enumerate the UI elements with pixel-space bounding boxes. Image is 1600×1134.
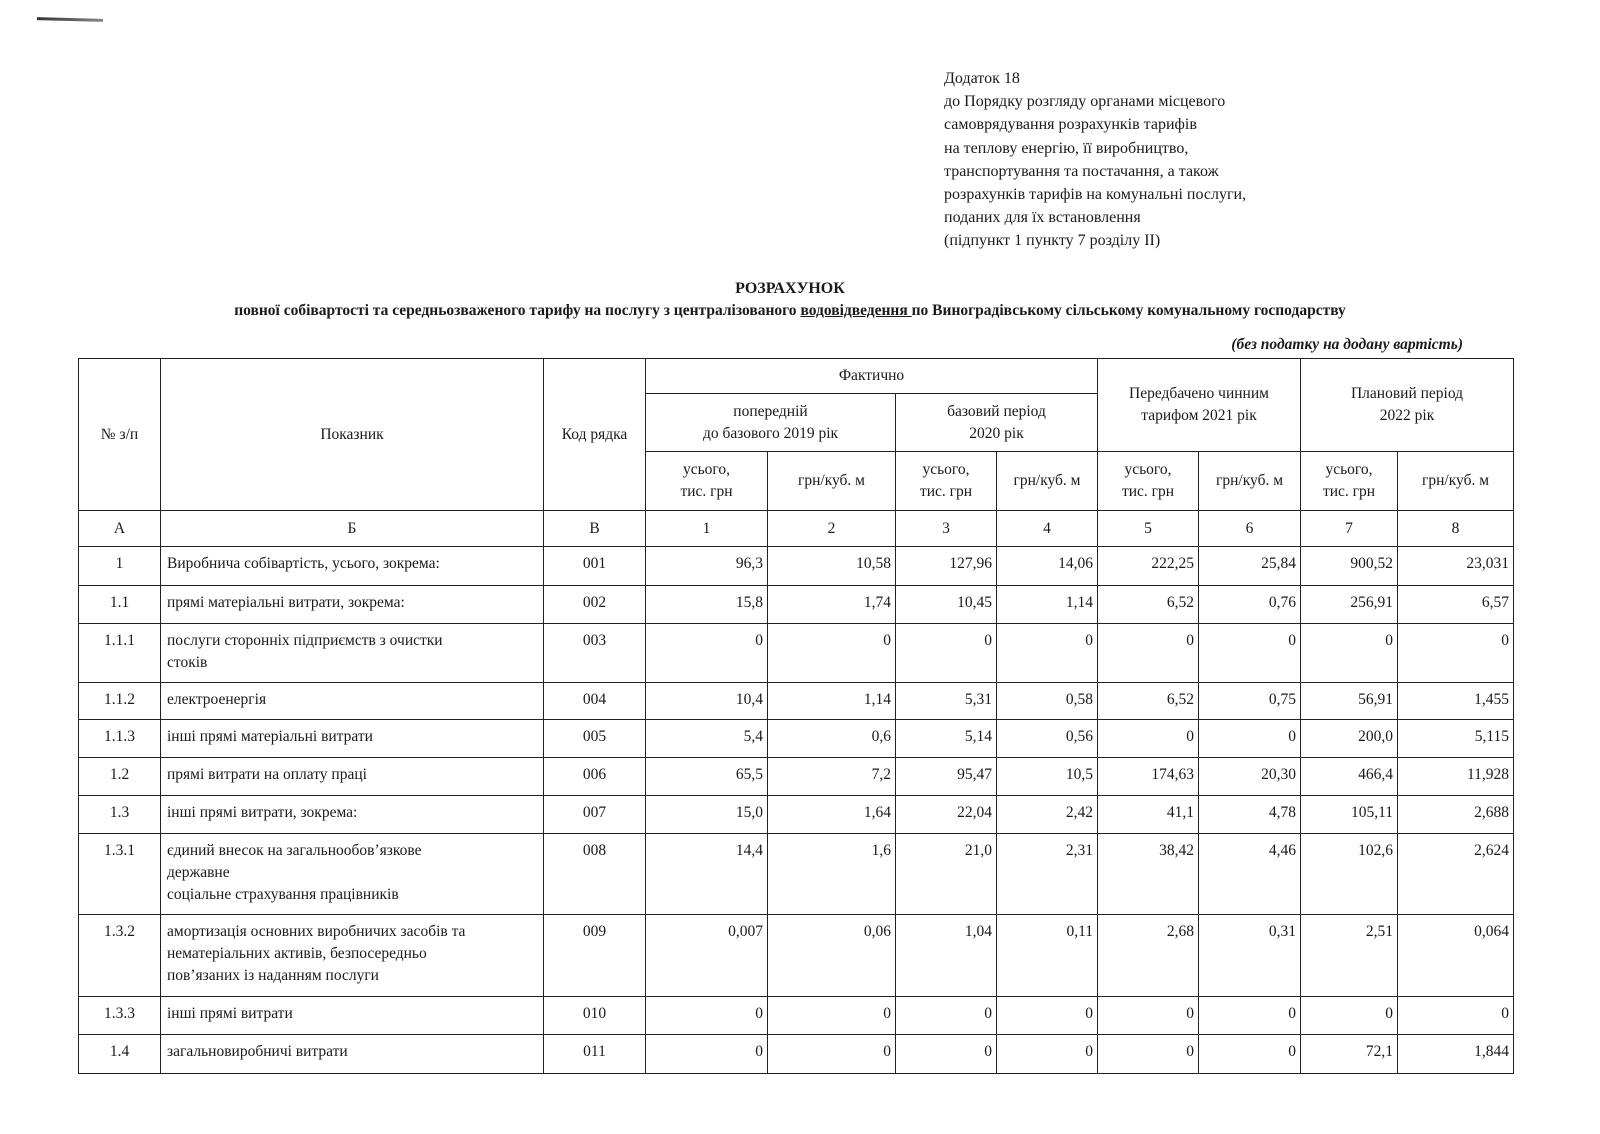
value-cell: 222,25: [1098, 547, 1199, 586]
value-cell: 38,42: [1098, 834, 1199, 915]
header-num: № з/п: [79, 359, 161, 511]
value-cell: 0: [1098, 997, 1199, 1035]
header-uah-per-m3: грн/куб. м: [1398, 452, 1514, 511]
annex-line: транспортування та постачання, а також: [944, 162, 1219, 180]
row-number: 1.3: [79, 796, 161, 834]
header-base-period: [896, 394, 1098, 452]
value-cell: 7,2: [768, 758, 896, 796]
value-cell: 10,45: [896, 586, 997, 624]
header-line: тарифом 2021 рік: [1141, 407, 1257, 424]
indicator-line: електроенергія: [167, 691, 267, 708]
row-indicator: [161, 834, 544, 915]
value-cell: 1,844: [1398, 1035, 1514, 1074]
row-indicator: [161, 547, 544, 586]
row-number: 1.1.1: [79, 624, 161, 683]
indicator-line: інші прямі витрати: [167, 1005, 293, 1022]
row-indicator: [161, 624, 544, 683]
value-cell: 15,8: [646, 586, 768, 624]
row-code: 010: [544, 997, 646, 1035]
header-line: усього,: [1325, 461, 1373, 478]
column-index-cell: 6: [1199, 511, 1301, 547]
value-cell: 0: [768, 1035, 896, 1074]
value-cell: 0,31: [1199, 915, 1301, 997]
value-cell: 0: [1199, 624, 1301, 683]
header-total-thousand-uah: [1301, 452, 1398, 511]
annex-line: розрахунків тарифів на комунальні послуги,: [944, 186, 1247, 204]
value-cell: 1,14: [997, 586, 1098, 624]
row-indicator: [161, 683, 544, 720]
value-cell: 0: [1098, 1035, 1199, 1074]
value-cell: 1,64: [768, 796, 896, 834]
annex-line: самоврядування розрахунків тарифів: [944, 116, 1197, 134]
value-cell: 56,91: [1301, 683, 1398, 720]
indicator-line: інші прямі витрати, зокрема:: [167, 804, 358, 821]
value-cell: 0: [646, 1035, 768, 1074]
value-cell: 0: [768, 624, 896, 683]
row-indicator: [161, 720, 544, 758]
table-row: [79, 915, 1514, 997]
table-row: [79, 796, 1514, 834]
value-cell: 1,74: [768, 586, 896, 624]
row-code: 007: [544, 796, 646, 834]
row-number: 1.1.2: [79, 683, 161, 720]
value-cell: 5,4: [646, 720, 768, 758]
value-cell: 0,06: [768, 915, 896, 997]
annex-line: поданих для їх встановлення: [944, 209, 1141, 227]
header-line: Передбачено чинним: [1129, 385, 1269, 402]
header-actual: Фактично: [646, 359, 1098, 394]
value-cell: 0: [1398, 997, 1514, 1035]
value-cell: 0,56: [997, 720, 1098, 758]
header-line: базовий період: [947, 402, 1046, 420]
row-code: 001: [544, 547, 646, 586]
value-cell: 5,14: [896, 720, 997, 758]
value-cell: 0: [646, 997, 768, 1035]
table-row: [79, 586, 1514, 624]
column-index-cell: 3: [896, 511, 997, 547]
value-cell: 2,688: [1398, 796, 1514, 834]
indicator-line: єдиний внесок на загальнообов’язкове: [167, 842, 422, 859]
row-indicator: [161, 997, 544, 1035]
value-cell: 20,30: [1199, 758, 1301, 796]
annex-line: до Порядку розгляду органами місцевого: [944, 93, 1226, 111]
value-cell: 256,91: [1301, 586, 1398, 624]
column-index-cell: 8: [1398, 511, 1514, 547]
row-code: 006: [544, 758, 646, 796]
value-cell: 105,11: [1301, 796, 1398, 834]
indicator-line: державне: [167, 864, 230, 881]
header-total-thousand-uah: [646, 452, 768, 511]
value-cell: 0: [1098, 624, 1199, 683]
value-cell: 0,007: [646, 915, 768, 997]
value-cell: 1,04: [896, 915, 997, 997]
header-line: тис. грн: [919, 483, 973, 500]
header-line: попередній: [733, 402, 808, 420]
value-cell: 0: [1199, 1035, 1301, 1074]
value-cell: 200,0: [1301, 720, 1398, 758]
value-cell: 2,624: [1398, 834, 1514, 915]
row-indicator: [161, 586, 544, 624]
header-prev-period: [646, 394, 896, 452]
header-code: Код рядка: [544, 359, 646, 511]
document-subtitle: [0, 302, 1580, 320]
header-line: усього,: [1124, 461, 1172, 478]
value-cell: 10,58: [768, 547, 896, 586]
row-code: 005: [544, 720, 646, 758]
row-code: 004: [544, 683, 646, 720]
value-cell: 96,3: [646, 547, 768, 586]
value-cell: 0: [1098, 720, 1199, 758]
header-line: тис. грн: [1121, 483, 1175, 500]
indicator-line: стоків: [167, 654, 208, 671]
subtitle-part: повної собівартості та середньозваженого тарифу на послугу з централізованого: [234, 302, 801, 319]
value-cell: 102,6: [1301, 834, 1398, 915]
header-total-thousand-uah: [896, 452, 997, 511]
row-code: 003: [544, 624, 646, 683]
indicator-line: прямі витрати на оплату праці: [167, 766, 367, 783]
header-line: 2020 рік: [969, 424, 1024, 442]
cost-calculation-table: [78, 358, 1514, 1074]
value-cell: 0: [997, 1035, 1098, 1074]
header-uah-per-m3: грн/куб. м: [768, 452, 896, 511]
value-cell: 65,5: [646, 758, 768, 796]
value-cell: 4,46: [1199, 834, 1301, 915]
value-cell: 0,75: [1199, 683, 1301, 720]
header-line: 2022 рік: [1379, 407, 1435, 424]
scan-artifact-mark: [37, 17, 103, 22]
row-code: 002: [544, 586, 646, 624]
table-row: [79, 758, 1514, 796]
column-index-cell: 2: [768, 511, 896, 547]
indicator-line: інші прямі матеріальні витрати: [167, 728, 373, 745]
value-cell: 10,4: [646, 683, 768, 720]
header-total-thousand-uah: [1098, 452, 1199, 511]
value-cell: 127,96: [896, 547, 997, 586]
annex-line: (підпункт 1 пункту 7 розділу ІІ): [944, 232, 1161, 250]
row-number: 1.1.3: [79, 720, 161, 758]
annex-reference: [944, 67, 1246, 253]
value-cell: 0: [896, 997, 997, 1035]
header-uah-per-m3: грн/куб. м: [997, 452, 1098, 511]
value-cell: 11,928: [1398, 758, 1514, 796]
value-cell: 72,1: [1301, 1035, 1398, 1074]
value-cell: 0: [646, 624, 768, 683]
value-cell: 22,04: [896, 796, 997, 834]
value-cell: 4,78: [1199, 796, 1301, 834]
table-row: [79, 834, 1514, 915]
value-cell: 0: [896, 624, 997, 683]
header-line: Плановий період: [1350, 385, 1464, 402]
value-cell: 6,52: [1098, 683, 1199, 720]
value-cell: 0,76: [1199, 586, 1301, 624]
value-cell: 1,455: [1398, 683, 1514, 720]
column-index-row: [79, 511, 1514, 547]
header-line: усього,: [922, 461, 970, 478]
value-cell: 0,11: [997, 915, 1098, 997]
column-index-cell: 1: [646, 511, 768, 547]
value-cell: 5,31: [896, 683, 997, 720]
value-cell: 0: [1398, 624, 1514, 683]
value-cell: 0: [997, 997, 1098, 1035]
value-cell: 174,63: [1098, 758, 1199, 796]
header-line: усього,: [682, 461, 731, 478]
value-cell: 466,4: [1301, 758, 1398, 796]
header-line: тис. грн: [680, 483, 733, 500]
indicator-line: нематеріальних активів, безпосередньо: [167, 945, 427, 962]
subtitle-part: по Виноградівському сільському комунальному господарству: [911, 302, 1346, 319]
table-row: [79, 624, 1514, 683]
row-number: 1.3.3: [79, 997, 161, 1035]
row-code: 008: [544, 834, 646, 915]
table-body: [79, 547, 1514, 1074]
row-number: 1: [79, 547, 161, 586]
column-index-cell: 7: [1301, 511, 1398, 547]
header-line: тис. грн: [1322, 483, 1376, 500]
value-cell: 0: [1199, 997, 1301, 1035]
column-index-cell: 4: [997, 511, 1098, 547]
table-row: [79, 997, 1514, 1035]
value-cell: 14,4: [646, 834, 768, 915]
subtitle-underlined: водовідведення: [800, 302, 912, 319]
row-number: 1.3.1: [79, 834, 161, 915]
indicator-line: пов’язаних із наданням послуги: [167, 967, 379, 984]
column-index-cell: Б: [161, 511, 544, 547]
row-number: 1.4: [79, 1035, 161, 1074]
value-cell: 0: [1301, 624, 1398, 683]
value-cell: 0: [768, 997, 896, 1035]
indicator-line: загальновиробничі витрати: [167, 1043, 348, 1060]
value-cell: 6,57: [1398, 586, 1514, 624]
table-row: [79, 547, 1514, 586]
row-code: 011: [544, 1035, 646, 1074]
header-line: до базового 2019 рік: [702, 424, 839, 442]
table-row: [79, 1035, 1514, 1074]
row-code: 009: [544, 915, 646, 997]
row-number: 1.3.2: [79, 915, 161, 997]
row-number: 1.1: [79, 586, 161, 624]
value-cell: 0,58: [997, 683, 1098, 720]
indicator-line: амортизація основних виробничих засобів та: [167, 923, 466, 940]
table-row: [79, 683, 1514, 720]
value-cell: 1,14: [768, 683, 896, 720]
value-cell: 23,031: [1398, 547, 1514, 586]
value-cell: 95,47: [896, 758, 997, 796]
value-cell: 0: [997, 624, 1098, 683]
annex-line: Додаток 18: [944, 70, 1020, 87]
row-indicator: [161, 758, 544, 796]
value-cell: 25,84: [1199, 547, 1301, 586]
value-cell: 41,1: [1098, 796, 1199, 834]
row-number: 1.2: [79, 758, 161, 796]
value-cell: 0,6: [768, 720, 896, 758]
vat-note: (без податку на додану вартість): [1231, 336, 1463, 353]
value-cell: 0: [1301, 997, 1398, 1035]
value-cell: 0,064: [1398, 915, 1514, 997]
indicator-line: прямі матеріальні витрати, зокрема:: [167, 594, 405, 611]
value-cell: 2,31: [997, 834, 1098, 915]
column-index-cell: В: [544, 511, 646, 547]
value-cell: 6,52: [1098, 586, 1199, 624]
value-cell: 10,5: [997, 758, 1098, 796]
value-cell: 0: [1199, 720, 1301, 758]
value-cell: 14,06: [997, 547, 1098, 586]
header-planned: [1301, 359, 1514, 452]
row-indicator: [161, 915, 544, 997]
column-index-cell: А: [79, 511, 161, 547]
value-cell: 5,115: [1398, 720, 1514, 758]
header-indicator: Показник: [161, 359, 544, 511]
indicator-line: соціальне страхування працівників: [167, 886, 399, 903]
row-indicator: [161, 796, 544, 834]
value-cell: 15,0: [646, 796, 768, 834]
table-row: [79, 720, 1514, 758]
indicator-line: Виробнича собівартість, усього, зокрема:: [167, 555, 440, 572]
value-cell: 2,42: [997, 796, 1098, 834]
header-uah-per-m3: грн/куб. м: [1199, 452, 1301, 511]
annex-line: на теплову енергію, її виробництво,: [944, 139, 1189, 157]
indicator-line: послуги сторонніх підприємств з очистки: [167, 632, 443, 649]
column-index-cell: 5: [1098, 511, 1199, 547]
value-cell: 21,0: [896, 834, 997, 915]
value-cell: 2,68: [1098, 915, 1199, 997]
value-cell: 0: [896, 1035, 997, 1074]
row-indicator: [161, 1035, 544, 1074]
value-cell: 1,6: [768, 834, 896, 915]
value-cell: 2,51: [1301, 915, 1398, 997]
header-current-tariff: [1098, 359, 1301, 452]
document-title: РОЗРАХУНОК: [735, 280, 845, 297]
value-cell: 900,52: [1301, 547, 1398, 586]
